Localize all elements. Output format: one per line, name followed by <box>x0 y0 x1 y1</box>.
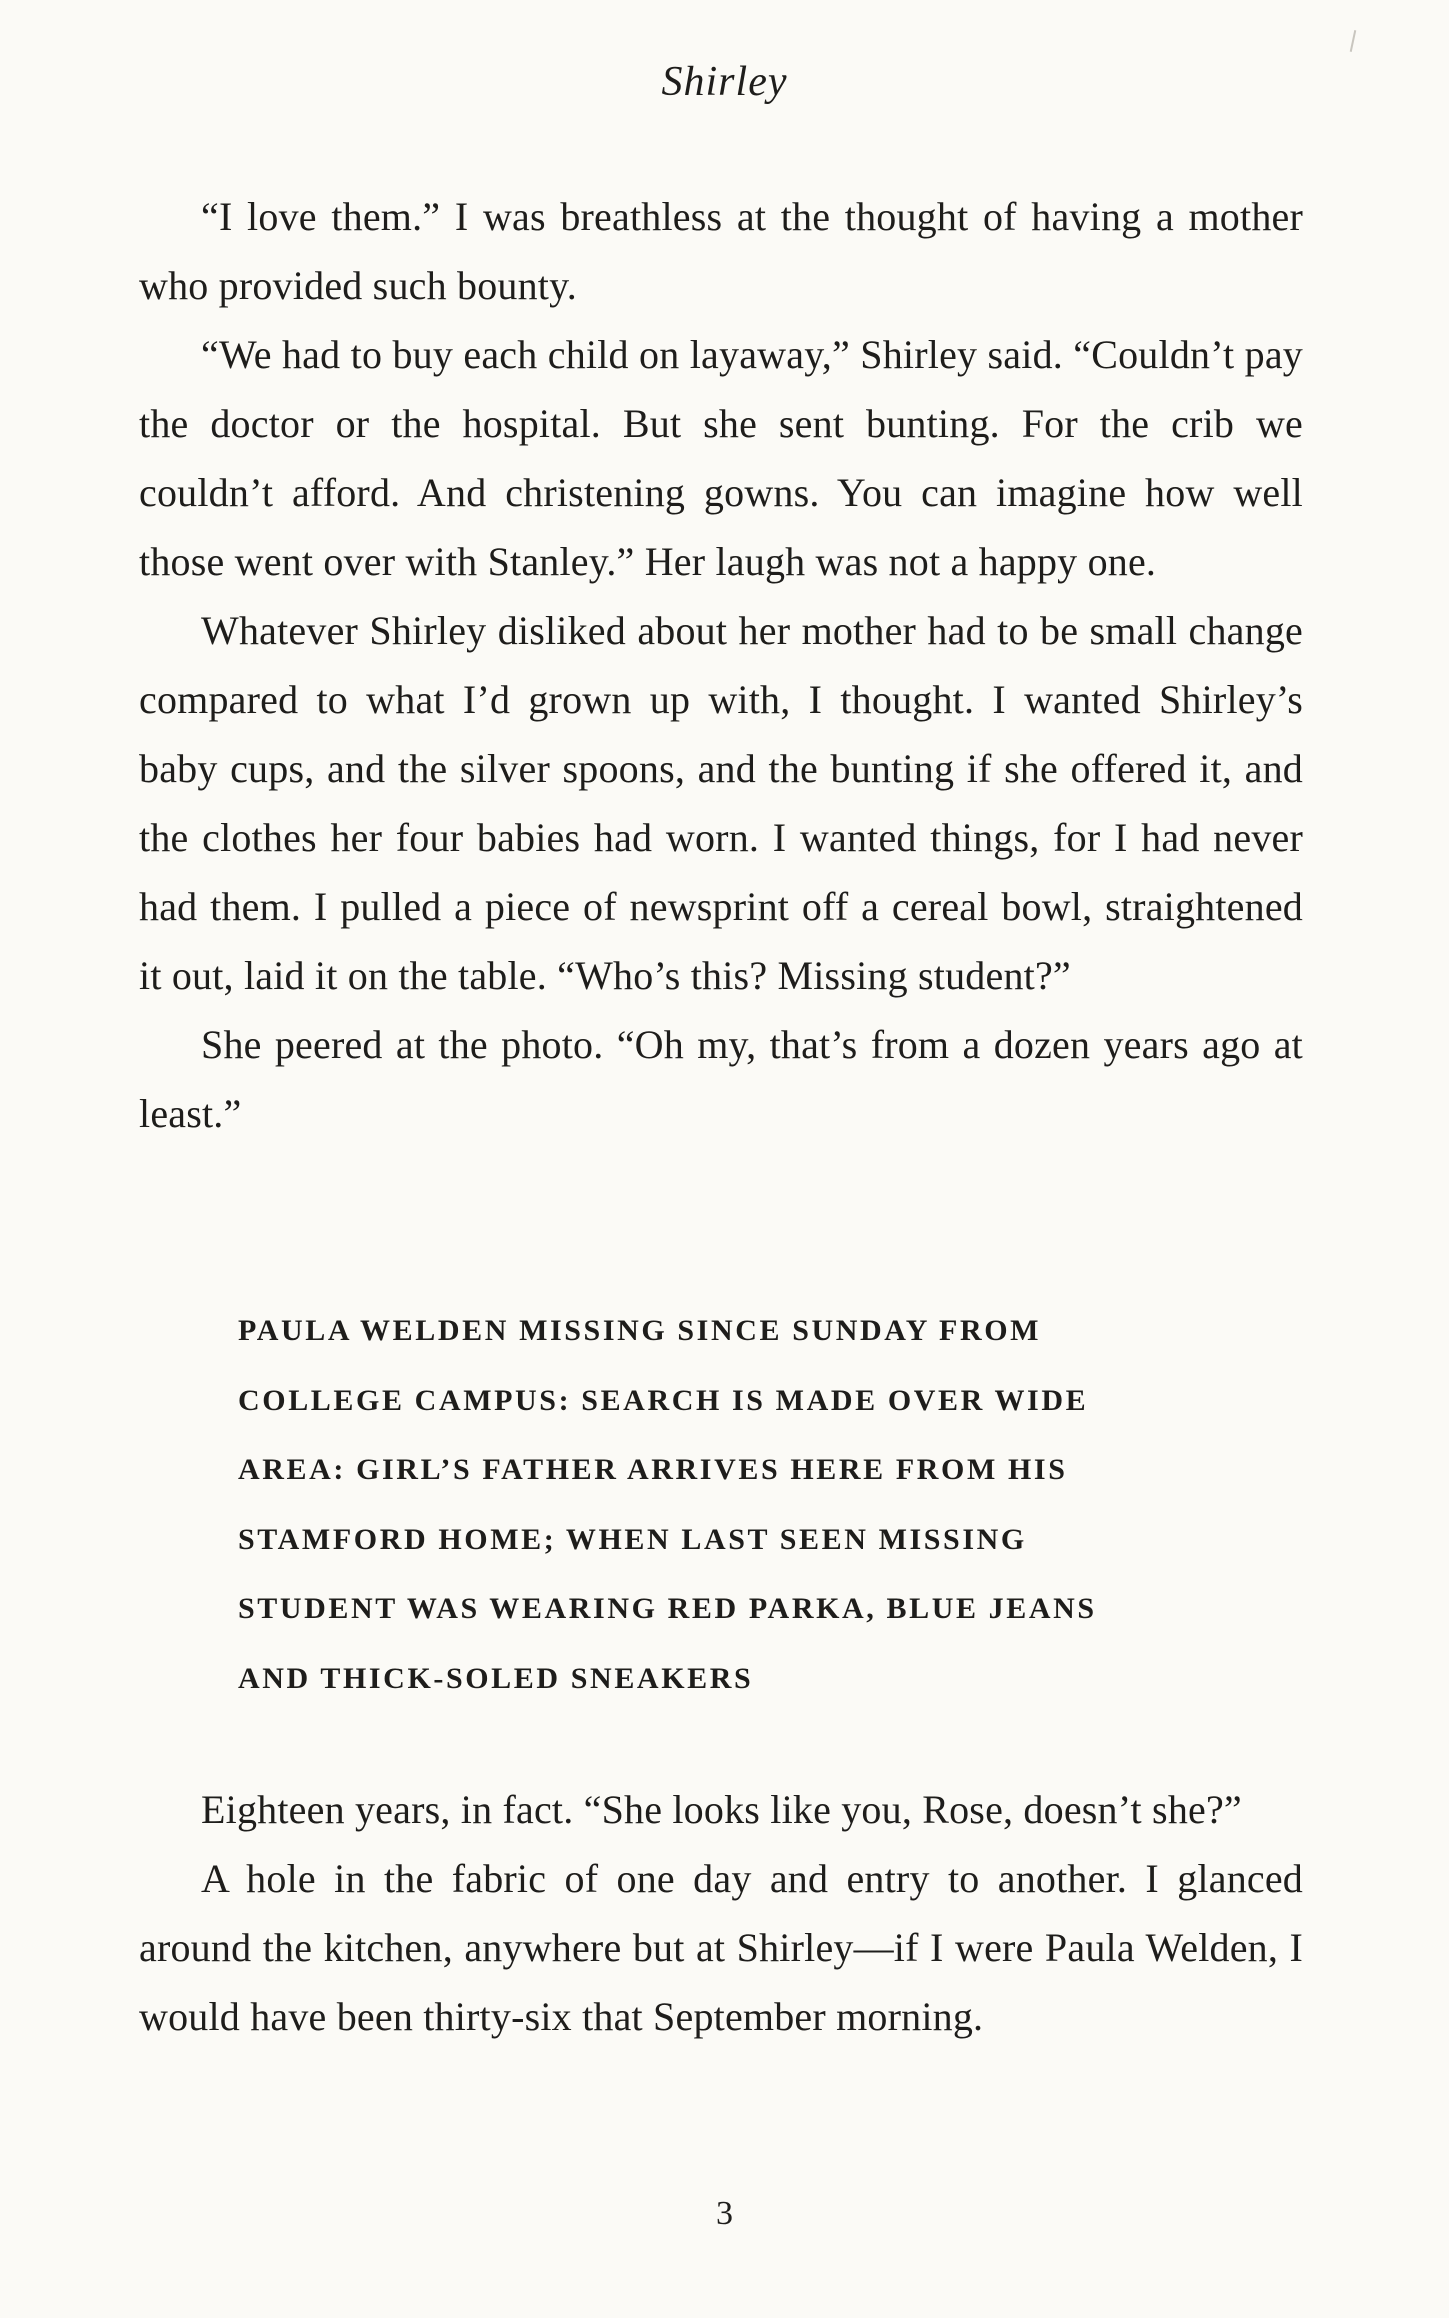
headline-line: COLLEGE CAMPUS: SEARCH IS MADE OVER WIDE <box>238 1383 1089 1417</box>
paragraph: Eighteen years, in fact. “She looks like you, Rose, doesn’t she?” <box>201 1787 1242 1832</box>
page-number: 3 <box>716 2195 733 2232</box>
body-text-top <box>139 182 1303 1148</box>
running-head: Shirley <box>661 59 788 105</box>
paragraph: She peered at the photo. “Oh my, that’s from a dozen years ago at least.” <box>139 1022 1303 1136</box>
paragraph: Whatever Shirley disliked about her mother had to be small change compared to what I’d grown up with, I thought. I wanted Shirley’s baby cups, and the silver spoons, and the bunting if she offered it, and the clothes her four babies had worn. I wanted things, for I had never had them. I pulled a piece of newsprint off a cereal bowl, straightened it out, laid it on the table. “Who’s this? Missing student?” <box>139 608 1303 998</box>
scan-mark <box>1350 30 1357 52</box>
paragraph: “We had to buy each child on layaway,” Shirley said. “Couldn’t pay the doctor or the hospital. But she sent bunting. For the crib we couldn’t afford. And christening gowns. You can imagine how well those went over with Stanley.” Her laugh was not a happy one. <box>139 332 1303 584</box>
headline-line: AREA: GIRL’S FATHER ARRIVES HERE FROM HIS <box>238 1453 1068 1486</box>
headline-line: STAMFORD HOME; WHEN LAST SEEN MISSING <box>238 1522 1027 1556</box>
paragraph: A hole in the fabric of one day and entry to another. I glanced around the kitchen, anywhere but at Shirley—if I were Paula Welden, I would have been thirty-six that September morning. <box>139 1856 1303 2039</box>
body-text-bottom <box>139 1775 1303 2051</box>
headline-line: STUDENT WAS WEARING RED PARKA, BLUE JEANS <box>238 1592 1097 1625</box>
headline-line: PAULA WELDEN MISSING SINCE SUNDAY FROM <box>238 1314 1042 1347</box>
newspaper-headline <box>238 1296 1198 1713</box>
paragraph: “I love them.” I was breathless at the thought of having a mother who provided such bounty. <box>139 194 1303 308</box>
headline-line: AND THICK-SOLED SNEAKERS <box>238 1661 754 1695</box>
